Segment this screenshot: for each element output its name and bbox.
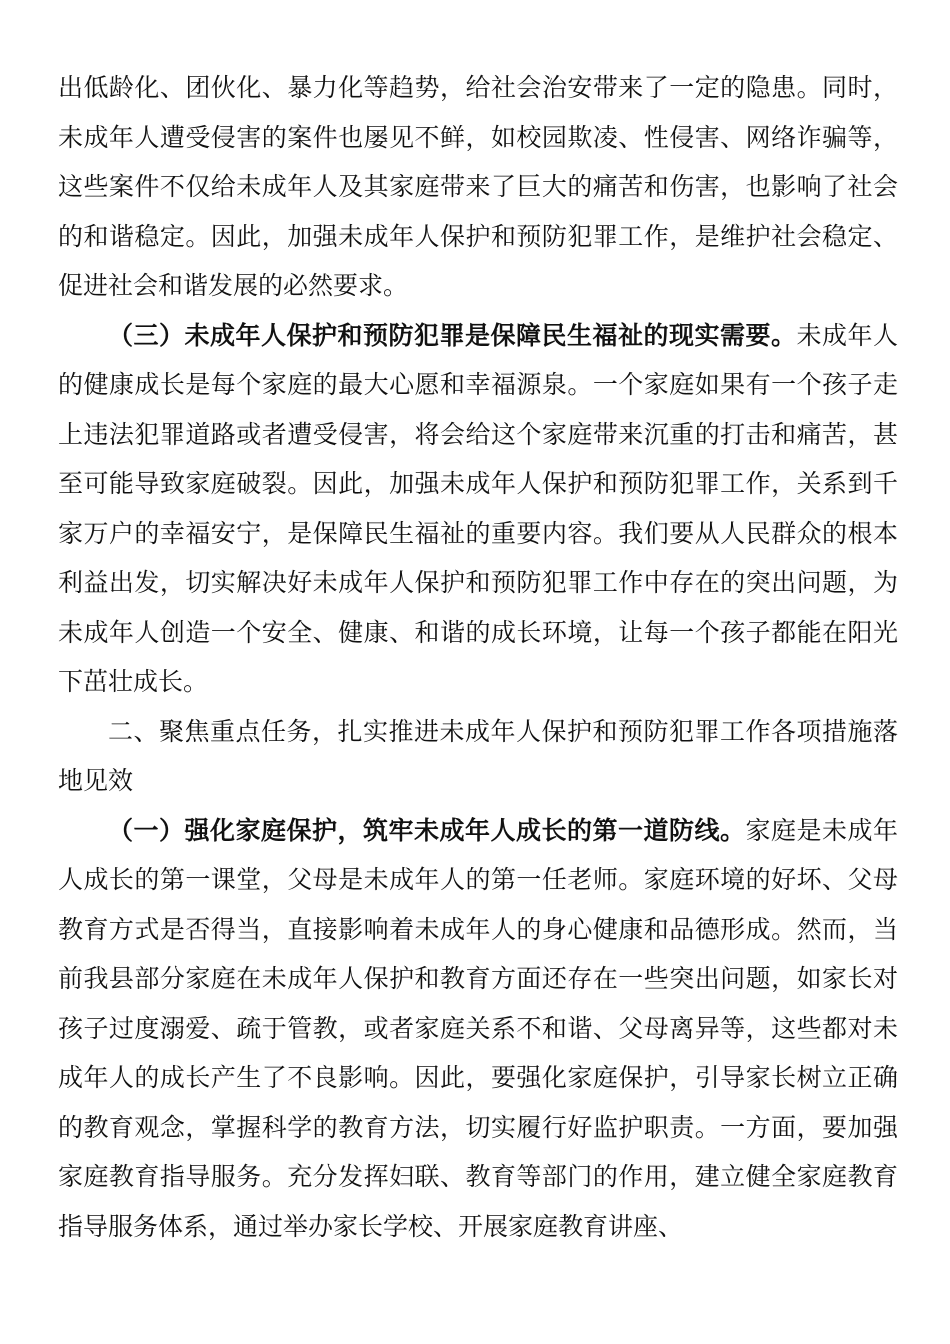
paragraph-family-protection xyxy=(58,806,898,1252)
paragraph-social-stability: 出低龄化、团伙化、暴力化等趋势，给社会治安带来了一定的隐患。同时，未成年人遭受侵害的案件也屡见不鲜，如校园欺凌、性侵害、网络诈骗等，这些案件不仅给未成年人及其家庭带来了巨大的痛苦和伤害，也影响了社会的和谐稳定。因此，加强未成年人保护和预防犯罪工作，是维护社会稳定、促进社会和谐发展的必然要求。 xyxy=(58,73,898,300)
subheading-livelihood: （三）未成年人保护和预防犯罪是保障民生福祉的现实需要。 xyxy=(108,320,797,350)
subheading-family-protection: （一）强化家庭保护，筑牢未成年人成长的第一道防线。 xyxy=(108,815,746,845)
document-body xyxy=(58,63,898,1251)
paragraph-family-protection-text: 家庭是未成年人成长的第一课堂，父母是未成年人的第一任老师。家庭环境的好坏、父母教育方式是否得当，直接影响着未成年人的身心健康和品德形成。然而，当前我县部分家庭在未成年人保护和教育方面还存在一些突出问题，如家长对孩子过度溺爱、疏于管教，或者家庭关系不和谐、父母离异等，这些都对未成年人的成长产生了不良影响。因此，要强化家庭保护，引导家长树立正确的教育观念，掌握科学的教育方法，切实履行好监护职责。一方面，要加强家庭教育指导服务。充分发挥妇联、教育等部门的作用，建立健全家庭教育指导服务体系，通过举办家长学校、开展家庭教育讲座、 xyxy=(58,815,898,1241)
paragraph-livelihood-text: 未成年人的健康成长是每个家庭的最大心愿和幸福源泉。一个家庭如果有一个孩子走上违法犯罪道路或者遭受侵害，将会给这个家庭带来沉重的打击和痛苦，甚至可能导致家庭破裂。因此，加强未成年人保护和预防犯罪工作，关系到千家万户的幸福安宁，是保障民生福祉的重要内容。我们要从人民群众的根本利益出发，切实解决好未成年人保护和预防犯罪工作中存在的突出问题，为未成年人创造一个安全、健康、和谐的成长环境，让每一个孩子都能在阳光下茁壮成长。 xyxy=(58,320,898,696)
section-heading-key-tasks: 二、聚焦重点任务，扎实推进未成年人保护和预防犯罪工作各项措施落地见效 xyxy=(58,716,898,795)
paragraph-livelihood xyxy=(58,311,898,707)
